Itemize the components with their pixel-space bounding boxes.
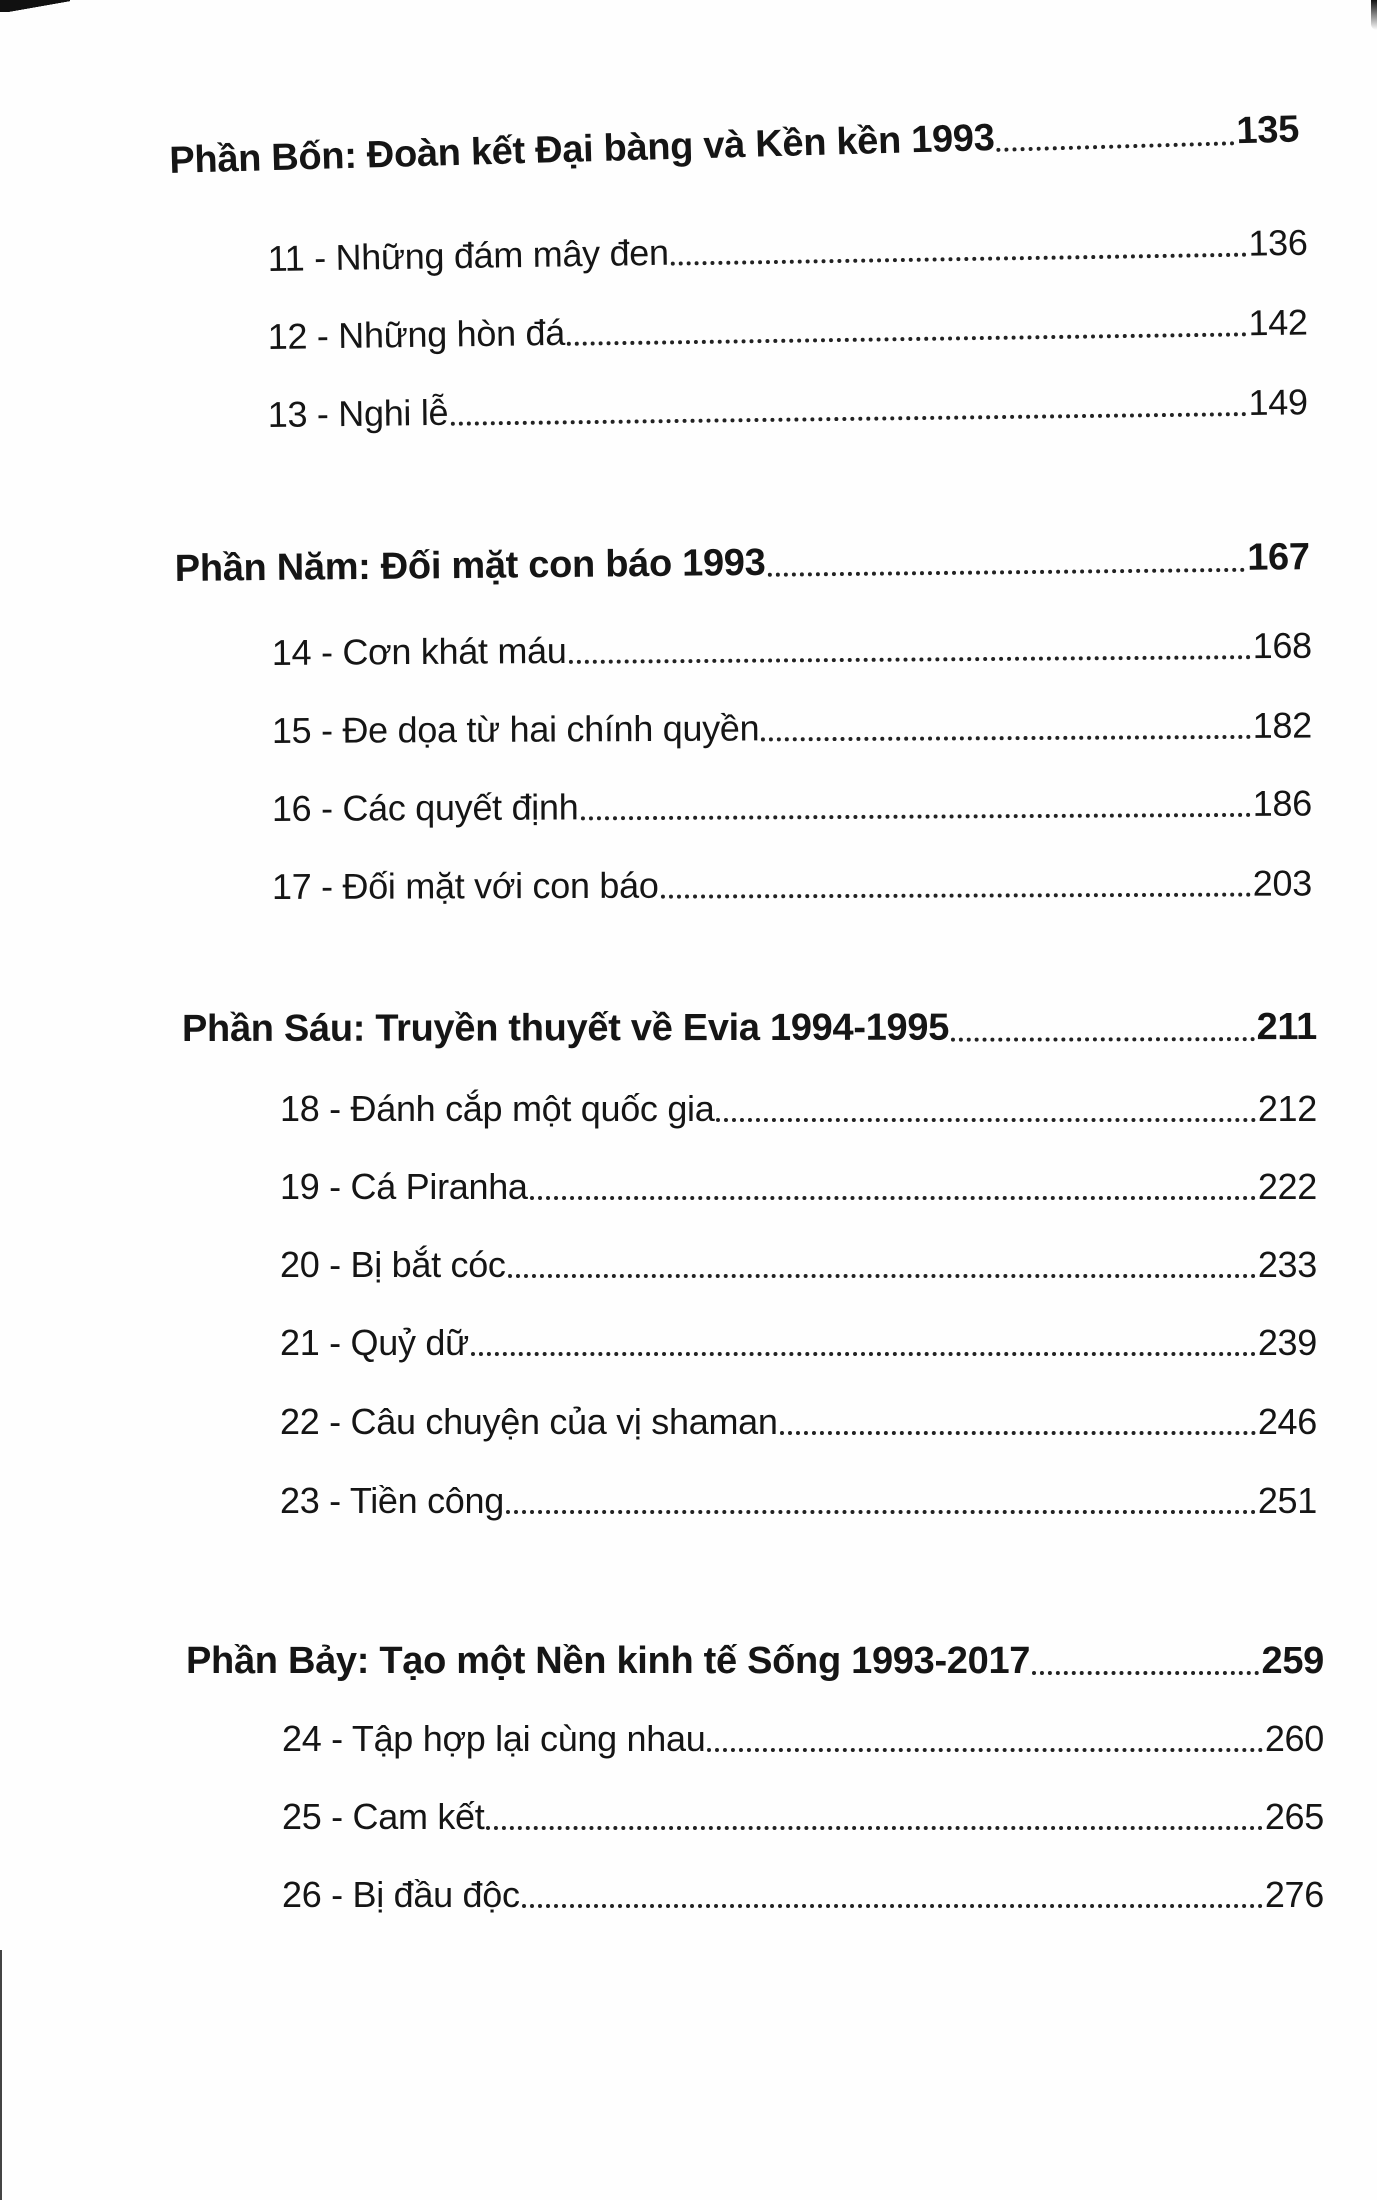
page-number: 259 (1261, 1640, 1324, 1682)
chapter-title: 21 - Quỷ dữ (280, 1322, 469, 1363)
chapter-title: 22 - Câu chuyện của vị shaman (280, 1401, 778, 1442)
dot-leader (671, 253, 1247, 266)
toc-part-entry (186, 1640, 1324, 1683)
chapter-title: 13 - Nghi lễ (267, 391, 449, 436)
dot-leader (508, 1274, 1256, 1278)
page-number: 135 (1235, 108, 1300, 153)
page-number: 246 (1257, 1401, 1317, 1442)
toc-chapter-entry (267, 222, 1308, 280)
chapter-title: 26 - Bị đầu độc (282, 1874, 520, 1915)
page-edge-line (0, 1950, 2, 2200)
page-edge-shadow (1371, 0, 1377, 30)
toc-part-entry (169, 108, 1300, 183)
dot-leader (951, 1037, 1255, 1042)
chapter-title: 25 - Cam kết (282, 1796, 485, 1837)
dot-leader (997, 141, 1235, 152)
dot-leader (780, 1431, 1256, 1435)
toc-chapter-entry (282, 1796, 1324, 1838)
page-number: 212 (1257, 1088, 1317, 1129)
toc-chapter-entry (280, 1480, 1317, 1522)
chapter-title: 24 - Tập hợp lại cùng nhau (282, 1718, 706, 1759)
dot-leader (716, 1118, 1255, 1122)
dot-leader (567, 332, 1247, 345)
dot-leader (450, 412, 1246, 426)
chapter-title: 23 - Tiền công (280, 1480, 504, 1521)
toc-chapter-entry (282, 1874, 1324, 1916)
page-number: 186 (1252, 782, 1312, 824)
toc-chapter-entry (272, 862, 1312, 908)
toc-chapter-entry (272, 625, 1312, 674)
toc-chapter-entry (280, 1244, 1317, 1286)
page-number: 182 (1252, 704, 1312, 746)
toc-chapter-entry (282, 1718, 1324, 1760)
page-corner-shadow (0, 0, 70, 12)
part-title: Phần Sáu: Truyền thuyết về Evia 1994-1995 (181, 1006, 950, 1050)
chapter-title: 19 - Cá Piranha (280, 1166, 528, 1207)
dot-leader (768, 568, 1246, 577)
toc-part-entry (175, 536, 1310, 591)
toc-chapter-entry (267, 381, 1307, 436)
dot-leader (580, 813, 1250, 821)
dot-leader (707, 1748, 1262, 1752)
part-title: Phần Bảy: Tạo một Nền kinh tế Sống 1993-2017 (186, 1640, 1031, 1682)
toc-chapter-entry (280, 1322, 1317, 1364)
dot-leader (569, 655, 1251, 664)
toc-part-entry (182, 1006, 1317, 1051)
chapter-title: 14 - Cơn khát máu (271, 629, 567, 673)
page-number: 211 (1256, 1006, 1317, 1049)
page-number: 168 (1252, 624, 1312, 667)
page-number: 167 (1246, 536, 1310, 579)
dot-leader (471, 1352, 1256, 1356)
dot-leader (761, 735, 1250, 742)
toc-chapter-entry (267, 301, 1307, 358)
toc-chapter-entry (280, 1166, 1317, 1208)
part-title: Phần Bốn: Đoàn kết Đại bàng và Kền kền 1993 (168, 116, 996, 183)
chapter-title: 18 - Đánh cắp một quốc gia (280, 1088, 715, 1129)
page-number: 239 (1257, 1322, 1317, 1363)
page-number: 149 (1248, 381, 1308, 424)
toc-chapter-entry (280, 1401, 1317, 1443)
chapter-title: 11 - Những đám mây đen (267, 231, 669, 280)
toc-chapter-entry (272, 705, 1312, 752)
chapter-title: 17 - Đối mặt với con báo (271, 864, 659, 907)
part-title: Phần Năm: Đối mặt con báo 1993 (174, 541, 766, 591)
dot-leader (506, 1510, 1256, 1514)
page-number: 276 (1264, 1874, 1324, 1915)
chapter-title: 20 - Bị bắt cóc (280, 1244, 506, 1285)
page-number: 142 (1248, 301, 1308, 344)
dot-leader (530, 1196, 1256, 1200)
dot-leader (486, 1826, 1262, 1830)
page-number: 203 (1252, 862, 1312, 904)
toc-chapter-entry (280, 1088, 1317, 1130)
page-number: 265 (1264, 1796, 1324, 1837)
chapter-title: 12 - Những hòn đá (267, 311, 566, 358)
chapter-title: 16 - Các quyết định (271, 786, 579, 829)
page-number: 260 (1264, 1718, 1324, 1759)
chapter-title: 15 - Đe dọa từ hai chính quyền (271, 707, 760, 751)
page-number: 251 (1257, 1480, 1317, 1521)
page-number: 136 (1248, 221, 1308, 264)
page-number: 222 (1257, 1166, 1317, 1207)
toc-chapter-entry (272, 783, 1312, 830)
dot-leader (522, 1904, 1263, 1908)
dot-leader (661, 893, 1251, 899)
page-number: 233 (1257, 1244, 1317, 1285)
dot-leader (1032, 1671, 1259, 1675)
